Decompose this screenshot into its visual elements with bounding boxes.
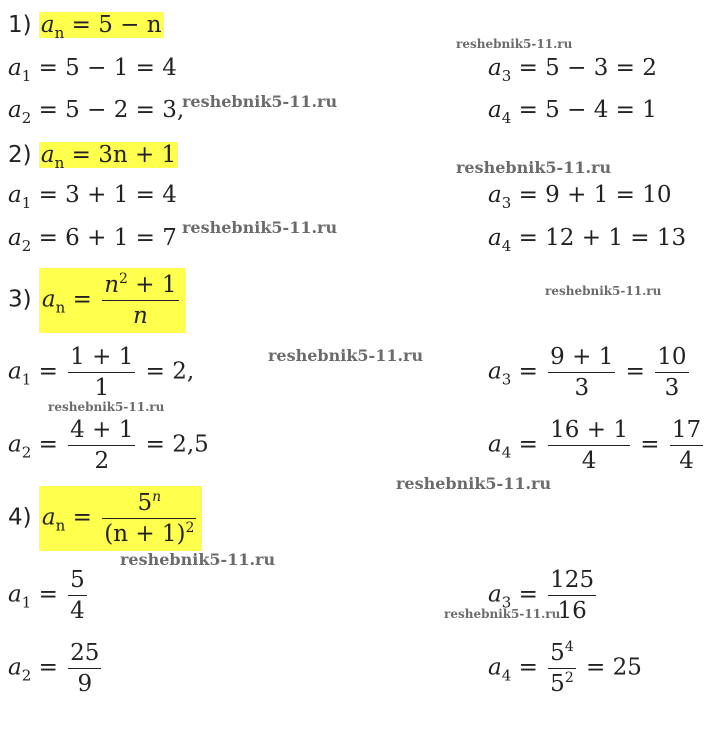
fraction: $\frac{5}{4}$ — [70, 567, 85, 624]
watermark: reshebnik5-11.ru — [48, 400, 165, 414]
highlight: $a_n = 3n + 1$ — [40, 142, 177, 172]
fraction: $\frac{5^n}{(n + 1)^2}$ — [104, 489, 195, 547]
fraction: $\frac{17}{4}$ — [671, 417, 702, 474]
watermark: reshebnik5-11.ru — [120, 550, 276, 569]
watermark: reshebnik5-11.ru — [268, 346, 424, 365]
p3-a4: $a_4$ = $\frac{16 + 1}{4}$ = $\frac{17}{4}$ — [488, 417, 702, 474]
highlight: $a_n$ = $\frac{n^2 + 1}{n}$ — [39, 268, 185, 333]
problem-4-formula: 4) $a_n$ = $\frac{5^n}{(n + 1)^2}$ — [8, 486, 202, 551]
p2-a2: $a_2 = 6 + 1 = 7$ — [8, 225, 177, 255]
p4-a2: $a_2$ = $\frac{25}{9}$ — [8, 640, 100, 697]
p1-a2: $a_2 = 5 - 2 = 3$, — [8, 97, 185, 127]
p4-a1: $a_1$ = $\frac{5}{4}$ — [8, 567, 85, 624]
watermark: reshebnik5-11.ru — [182, 218, 338, 237]
p4-a3: $a_3$ = $\frac{125}{16}$ — [488, 567, 595, 624]
fraction: $\frac{1 + 1}{1}$ — [70, 344, 134, 401]
fraction: $\frac{5^4}{5^2}$ — [550, 639, 574, 697]
problem-1-formula: 1) $a_n = 5 - n$ — [8, 12, 162, 42]
p1-a1: $a_1 = 5 - 1 = 4$ — [8, 55, 177, 85]
watermark: reshebnik5-11.ru — [545, 284, 662, 298]
p3-a1: $a_1$ = $\frac{1 + 1}{1}$ = 2, — [8, 344, 195, 401]
problem-3-formula: 3) $a_n$ = $\frac{n^2 + 1}{n}$ — [8, 268, 185, 333]
fraction: $\frac{9 + 1}{3}$ — [550, 344, 614, 401]
watermark: reshebnik5-11.ru — [396, 474, 552, 493]
fraction: $\frac{4 + 1}{2}$ — [70, 417, 134, 474]
p1-a4: $a_4 = 5 - 4 = 1$ — [488, 97, 657, 127]
p1-a3: $a_3 = 5 - 3 = 2$ — [488, 55, 657, 85]
p2-a3: $a_3 = 9 + 1 = 10$ — [488, 182, 672, 212]
fraction: $\frac{16 + 1}{4}$ — [550, 417, 628, 474]
watermark: reshebnik5-11.ru — [456, 158, 612, 177]
p3-a2: $a_2$ = $\frac{4 + 1}{2}$ = 2,5 — [8, 417, 209, 474]
fraction: $\frac{125}{16}$ — [550, 567, 595, 624]
highlight: $a_n = 5 - n$ — [40, 12, 162, 42]
fraction: $\frac{25}{9}$ — [70, 640, 100, 697]
watermark: reshebnik5-11.ru — [456, 37, 573, 51]
p2-a4: $a_4 = 12 + 1 = 13$ — [488, 225, 687, 255]
watermark: reshebnik5-11.ru — [444, 607, 561, 621]
p4-a4: $a_4$ = $\frac{5^4}{5^2}$ = 25 — [488, 639, 642, 697]
p2-a1: $a_1 = 3 + 1 = 4$ — [8, 182, 177, 212]
problem-2-formula: 2) $a_n = 3n + 1$ — [8, 142, 177, 172]
p3-a3: $a_3$ = $\frac{9 + 1}{3}$ = $\frac{10}{3}$ — [488, 344, 687, 401]
highlight: $a_n$ = $\frac{5^n}{(n + 1)^2}$ — [39, 486, 203, 551]
watermark: reshebnik5-11.ru — [182, 92, 338, 111]
fraction: $\frac{10}{3}$ — [657, 344, 687, 401]
fraction: $\frac{n^2 + 1}{n}$ — [104, 271, 177, 329]
